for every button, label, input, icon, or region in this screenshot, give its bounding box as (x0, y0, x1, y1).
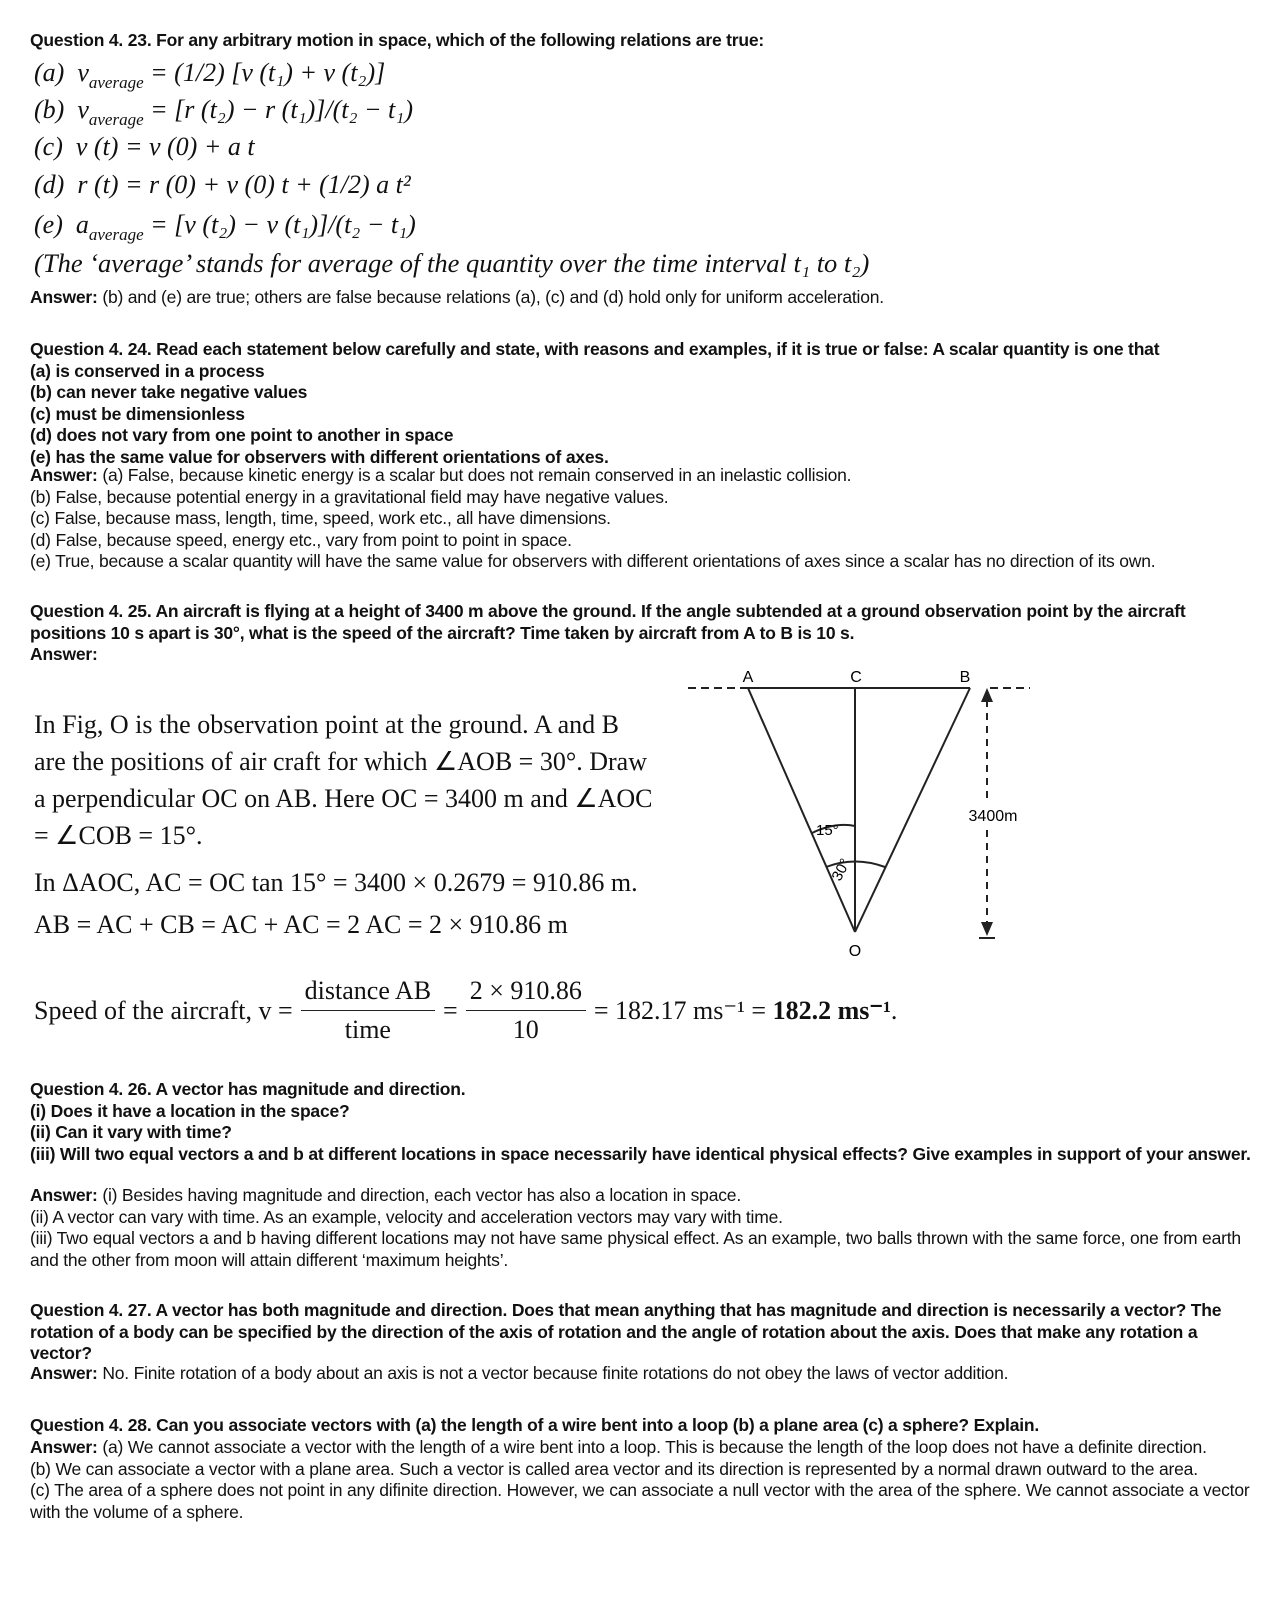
answer-label: Answer: (30, 465, 98, 485)
sub-question-iii: (iii) Will two equal vectors a and b at different locations in space necessarily have identical physical effects? Give examples in support of your answer. (30, 1143, 1251, 1164)
answer-e: (e) True, because a scalar quantity will have the same value for observers with different orientations of axes since a scalar has no direction of its own. (30, 551, 1156, 571)
equals-sign: = (443, 995, 458, 1025)
fraction-denominator: 10 (512, 1015, 539, 1044)
relation-lhs: v (77, 58, 89, 87)
relation-label: (a) (34, 58, 65, 87)
answer-4-28 (30, 1437, 1260, 1523)
answer-label: Answer: (30, 644, 98, 664)
speed-final: 182.2 ms⁻¹ (772, 995, 891, 1025)
answer-iii: (iii) Two equal vectors a and b having different locations may not have same physical effect. As an example, two balls thrown with the same force, one from earth and the other from moon will attain different ‘maximum heights’. (30, 1228, 1241, 1270)
solution-line: = ∠COB = 15°. (34, 821, 203, 850)
relation-b (34, 95, 413, 130)
answer-d: (d) False, because speed, energy etc., vary from point to point in space. (30, 529, 572, 550)
aircraft-geometry-figure (680, 660, 1040, 970)
fraction-distance-time (301, 976, 435, 1045)
answer-b: (b) False, because potential energy in a gravitational field may have negative values. (30, 486, 669, 507)
answer-text: No. Finite rotation of a body about an axis is not a vector because finite rotations do not obey the laws of vector addition. (97, 1363, 1009, 1383)
label-c: C (850, 669, 862, 686)
fraction-denominator: time (344, 1015, 391, 1044)
question-4-26 (30, 1079, 1260, 1165)
arrow-down-icon (981, 922, 993, 936)
label-angle-30: 30° (828, 855, 855, 884)
relation-c (34, 132, 255, 162)
answer-c: (c) False, because mass, length, time, speed, work etc., all have dimensions. (30, 508, 611, 528)
relation-subscript: average (88, 73, 144, 92)
fraction-numerator: 2 × 910.86 (466, 976, 586, 1011)
answer-c: (c) The area of a sphere does not point in any difinite direction. However, we can associate a null vector with the area of the sphere. We cannot associate a vector with the volume of a sphere. (30, 1480, 1250, 1522)
question-4-28: Question 4. 28. Can you associate vectors with (a) the length of a wire bent into a loop (b) a plane area (c) a sphere? Explain. (30, 1415, 1040, 1435)
statement-b: (b) can never take negative values (30, 382, 308, 402)
relation-rhs: = [r (t₂) − r (t₁)]/(t₂ − t₁) (150, 95, 413, 124)
speed-equation (34, 976, 897, 1045)
calc-line-1: In ΔAOC, AC = OC tan 15° = 3400 × 0.2679 = 910.86 m. (34, 868, 638, 897)
label-angle-15: 15° (816, 822, 839, 839)
fraction-numerator: distance AB (301, 976, 435, 1011)
solution-line: In Fig, O is the observation point at the ground. A and B (34, 710, 619, 739)
relation-label: (d) (34, 170, 65, 199)
answer-label: Answer: (30, 1185, 98, 1205)
answer-ii: (ii) A vector can vary with time. As an example, velocity and acceleration vectors may vary with time. (30, 1206, 783, 1227)
answer-b: (b) We can associate a vector with a plane area. Such a vector is called area vector and its direction is represented by a normal drawn outward to the area. (30, 1458, 1198, 1479)
relation-label: (b) (34, 95, 65, 124)
relation-subscript: average (88, 110, 144, 129)
relation-rhs: v (t) = v (0) + a t (75, 132, 255, 161)
answer-4-24 (30, 465, 1260, 573)
statement-c: (c) must be dimensionless (30, 403, 245, 424)
relation-label: (e) (34, 210, 63, 239)
relation-rhs: = (1/2) [v (t₁) + v (t₂)] (150, 58, 386, 87)
relation-label: (c) (34, 132, 63, 161)
answer-4-23 (30, 287, 1260, 309)
speed-result: = 182.17 ms⁻¹ = (593, 995, 767, 1025)
relation-rhs: r (t) = r (0) + v (0) t + (1/2) a t² (77, 170, 411, 199)
question-text: Question 4. 24. Read each statement below carefully and state, with reasons and examples, if it is true or false: A scalar quantity is one that (30, 339, 1160, 359)
relation-e (34, 210, 416, 245)
speed-prefix: Speed of the aircraft, v = (34, 995, 293, 1025)
statement-d: (d) does not vary from one point to another in space (30, 425, 454, 445)
relation-subscript: average (88, 225, 144, 244)
answer-4-27 (30, 1363, 1260, 1385)
label-height: 3400m (968, 808, 1018, 825)
solution-line: are the positions of air craft for which ∠AOB = 30°. Draw (34, 747, 647, 776)
question-4-23: Question 4. 23. For any arbitrary motion in space, which of the following relations are true: (30, 30, 765, 50)
sub-question-ii: (ii) Can it vary with time? (30, 1122, 232, 1142)
solution-text (34, 706, 684, 854)
question-4-25: Question 4. 25. An aircraft is flying at a height of 3400 m above the ground. If the angle subtended at a ground observation point by the aircraft positions 10 s apart is 30°, what is the speed of the aircraft? Time taken by aircraft from A to B is 10 s. (30, 601, 1186, 643)
line-ob (855, 688, 970, 932)
label-b: B (959, 669, 971, 686)
line-oa (748, 688, 855, 932)
label-a: A (742, 669, 754, 686)
answer-a: (a) We cannot associate a vector with the length of a wire bent into a loop. This is because the length of the loop does not have a definite direction. (97, 1437, 1207, 1457)
fraction-value (466, 976, 586, 1045)
relation-lhs: v (77, 95, 89, 124)
relation-rhs: = [v (t₂) − v (t₁)]/(t₂ − t₁) (150, 210, 416, 239)
relation-a (34, 58, 385, 93)
answer-label: Answer: (30, 1363, 98, 1383)
answer-text: (b) and (e) are true; others are false because relations (a), (c) and (d) hold only for uniform acceleration. (97, 287, 884, 307)
answer-i: (i) Besides having magnitude and direction, each vector has also a location in space. (97, 1185, 741, 1205)
answer-a: (a) False, because kinetic energy is a scalar but does not remain conserved in an inelastic collision. (97, 465, 852, 485)
relation-note: (The ‘average’ stands for average of the quantity over the time interval t₁ to t₂) (34, 248, 870, 278)
question-4-27: Question 4. 27. A vector has both magnitude and direction. Does that mean anything that has magnitude and direction is necessarily a vector? The rotation of a body can be specified by the direction of the axis of rotation and the angle of rotation about the axis. Does that make any rotation a vector? (30, 1300, 1222, 1363)
sub-question-i: (i) Does it have a location in the space? (30, 1100, 350, 1121)
solution-line: a perpendicular OC on AB. Here OC = 3400 m and ∠AOC (34, 784, 653, 813)
question-4-24 (30, 339, 1260, 468)
answer-label: Answer: (30, 287, 98, 307)
calc-line-2: AB = AC + CB = AC + AC = 2 AC = 2 × 910.86 m (34, 910, 568, 939)
relation-d (34, 170, 411, 200)
label-o: O (848, 943, 862, 960)
question-text: Question 4. 26. A vector has magnitude and direction. (30, 1079, 466, 1099)
relation-lhs: a (75, 210, 89, 239)
speed-end: . (890, 995, 898, 1025)
arrow-up-icon (981, 688, 993, 702)
answer-4-26 (30, 1185, 1260, 1271)
statement-a: (a) is conserved in a process (30, 360, 265, 381)
statement-e: (e) has the same value for observers with different orientations of axes. (30, 446, 609, 467)
answer-label: Answer: (30, 1437, 98, 1457)
